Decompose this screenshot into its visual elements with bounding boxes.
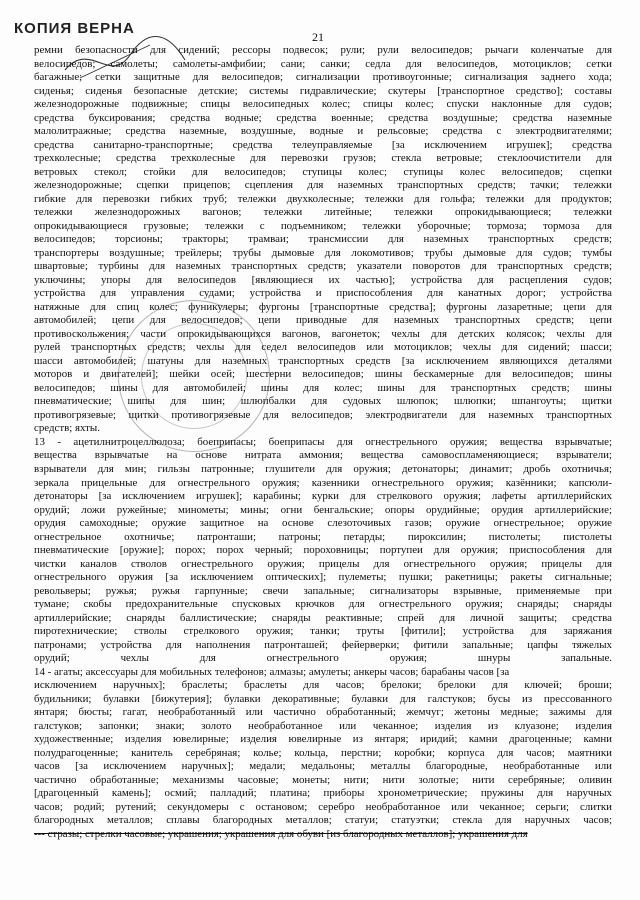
text-line: пневматические; шипы для шин; шлюпбалки для судовых шлюпок; шлюпки; шпангоуты; щитки: [34, 395, 612, 408]
text-line: будильники; булавки [бижутерия]; булавки декоративные; булавки для галстуков; бусы из прессованного: [34, 692, 612, 705]
text-line: часов [за исключением наручных]; медали; медальоны; металлы благородные, необработанные или: [34, 760, 612, 773]
text-line: часов; родий; рутений; секундомеры с остановом; серебро необработанное или чеканное; серьги; слитки: [34, 800, 612, 813]
text-line: тележки железнодорожных вагонов; тележки литейные; тележки опрокидывающиеся; тележки: [34, 206, 612, 219]
text-line: гибкие для перевозки гибких труб; тележки двухколесные; тележки для гольфа; тележки для продуктов;: [34, 192, 612, 205]
document-body: [34, 44, 612, 841]
text-line: артиллерийские; снаряды баллистические; снаряды реактивные; спрей для личной защиты; средства: [34, 611, 612, 624]
text-line: уключины; упоры для велосипедов [являющиеся их частью]; устройства для расцепления судов;: [34, 273, 612, 286]
text-line: взрыватели для мин; гильзы патронные; глушители для оружия; детонаторы; динамит; дробь охотничья;: [34, 462, 612, 475]
text-line: 13 - ацетилнитроцеллюлоза; боеприпасы; боеприпасы для огнестрельного оружия; вещества взрывчатые;: [34, 435, 612, 448]
text-line: 14 - агаты; аксессуары для мобильных телефонов; алмазы; амулеты; анкеры часов; барабаны часов [за: [34, 665, 510, 678]
text-line: огнестрельного оружия [за исключением оптических]; пулеметы; пушки; ракетницы; ракеты сигнальные;: [34, 571, 612, 584]
text-line: противогрязевые; щитки противогрязевые для велосипедов; электродвигатели для наземных транспортных: [34, 408, 612, 421]
text-line: револьверы; ружья; ружья гарпунные; свечи запальные; сигнализаторы взрывные, применяемые при: [34, 584, 612, 597]
text-line: натяжные для спиц колес; фуникулеры; фургоны [транспортные средства]; фургоны лазаретные; цепи для: [34, 300, 612, 313]
text-line: галстуков; запонки; знаки; золото необработанное или чеканное; изделия из клуазоне; изделия: [34, 719, 612, 732]
text-line: огнестрельное охотничье; патронташи; патроны; петарды; пироксилин; пистолеты; пистолеты: [34, 530, 612, 543]
text-line: чистки каналов стволов огнестрельного оружия; прицелы для огнестрельного оружия; прицелы для: [34, 557, 612, 570]
text-line: средства буксирования; средства водные; средства военные; средства воздушные; средства наземные: [34, 111, 612, 124]
text-line: детонаторы [за исключением игрушек]; карабины; курки для стрелкового оружия; лафеты артиллерийских: [34, 490, 612, 503]
text-line: художественные; изделия ювелирные; изделия ювелирные из янтаря; иридий; камни драгоценные; камни: [34, 733, 612, 746]
text-line: тумане; скобы предохранительные спусковых крючков для огнестрельного оружия; снаряды; снаряды: [34, 598, 612, 611]
text-line: рулей транспортных средств; чехлы для седел велосипедов или мотоциклов; чехлы для сидений; шасси;: [34, 341, 612, 354]
text-line: зеркала прицельные для огнестрельного оружия; казенники огнестрельного оружия; казённики; капсюли-: [34, 476, 612, 489]
text-line: орудий; ложи ружейные; минометы; мины; огни бенгальские; опоры орудийные; орудия артиллерийские;: [34, 503, 612, 516]
text-line: трехколесные; средства трехколесные для перевозки грузов; стекла ветровые; стеклоочистители для: [34, 152, 612, 165]
text-line: [драгоценный камень]; осмий; палладий; платина; приборы хронометрические; пружины для наручных: [34, 787, 612, 800]
text-line: железнодорожные подвижные; спицы велосипедных колес; спицы колес; спуски наклонные для судов;: [34, 98, 612, 111]
text-line: автомобилей; цепи для велосипедов; цепи приводные для наземных транспортных средств; цепи: [34, 314, 612, 327]
text-line: велосипедов; шины для автомобилей; шины для колес; шины для транспортных средств; шины: [34, 381, 612, 394]
text-line: исключением наручных]; браслеты; браслеты для часов; брелоки; брелоки для ключей; броши;: [34, 679, 612, 692]
text-line: благородных металлов; сплавы благородных металлов; статуи; статуэтки; стекла для наручных часов;: [34, 814, 612, 827]
text-line: пиротехнические; стволы стрелкового оружия; танки; труты [фитили]; устройства для заряжания: [34, 625, 612, 638]
text-line: опрокидывающиеся грузовые; тележки с подъемником; тележки уборочные; тормоза; тормоза для: [34, 219, 612, 232]
text-line: вещества взрывчатые на основе нитрата аммония; вещества самовоспламеняющиеся; взрыватели;: [34, 449, 612, 462]
text-line: шасси автомобилей; шатуны для наземных транспортных средств [за исключением являющихся деталями: [34, 354, 612, 367]
text-line: багажные; сетки защитные для велосипедов; сигнализации противоугонные; сигнализация заднего хода;: [34, 71, 612, 84]
text-line: сиденья; сиденья безопасные детские; системы гидравлические; скутеры [транспортное средство]; составы: [34, 84, 612, 97]
text-line: полудрагоценные; канитель серебряная; колье; кольца, перстни; коробки; корпуса для часов; маятники: [34, 746, 612, 759]
text-line: ремни безопасности для сидений; рессоры подвесок; рули; рули велосипедов; рычаги коленчатые для: [34, 44, 612, 56]
text-line: транспортеры воздушные; трейлеры; трубы дымовые для локомотивов; трубы дымовые для судов; тумбы: [34, 246, 612, 259]
text-line: --- стразы; стрелки часовые; украшения; украшения для обуви [из благородных металлов]; украшения для: [34, 827, 528, 840]
text-line: орудий; чехлы для огнестрельного оружия; шнуры запальные.: [34, 652, 612, 665]
text-line: моторов и двигателей]; шейки осей; шестерни велосипедов; шины бескамерные для велосипедов; шины: [34, 368, 612, 381]
text-line: пневматические [оружие]; порох; порох черный; пороховницы; портупеи для оружия; приспособления для: [34, 544, 612, 557]
text-line: средства санитарно-транспортные; средства телеуправляемые [за исключением игрушек]; средства: [34, 138, 612, 151]
text-line: противоскольжения; части опрокидывающихся вагонов, вагонеток; чехлы для детских колясок; чехлы для: [34, 327, 612, 340]
copy-certified-stamp: КОПИЯ ВЕРНА: [14, 20, 135, 37]
text-line: устройства для управления судами; устройства и приспособления для канатных дорог; устройства: [34, 287, 612, 300]
text-line: патронами; устройства для наполнения патронташей; фейерверки; фитили запальные; цапфы тяжелых: [34, 638, 612, 651]
text-line: ветровых стекол; стойки для велосипедов; ступицы колес; ступицы колес велосипедов; сцепки: [34, 165, 612, 178]
page-number: 21: [312, 30, 324, 44]
text-line: частично обработанные; механизмы часовые; монеты; нити; нити золотые; нити серебряные; оливин: [34, 773, 612, 786]
text-line: малолитражные; средства наземные, воздушные, водные и рельсовые; средства с электродвигателями;: [34, 125, 612, 138]
text-line: швартовые; турбины для наземных транспортных средств; указатели поворотов для транспортных средств;: [34, 260, 612, 273]
text-line: янтаря; бюсты; гагат, необработанный или частично обработанный; жемчуг; жетоны медные; зажимы для: [34, 706, 612, 719]
text-line: велосипедов; самолеты; самолеты-амфибии; сани; санки; седла для велосипедов, мотоциклов; сетки: [34, 57, 612, 70]
text-line: средств; яхты.: [34, 422, 100, 435]
text-line: орудия самоходные; оружие защитное на основе слезоточивых газов; оружие огнестрельное; оружие: [34, 517, 612, 530]
text-line: велосипедов; торсионы; тракторы; трамваи; трансмиссии для наземных транспортных средств;: [34, 233, 612, 246]
text-line: железнодорожные; сцепки прицепов; сцепления для наземных транспортных средств; тачки; тележки: [34, 179, 612, 192]
